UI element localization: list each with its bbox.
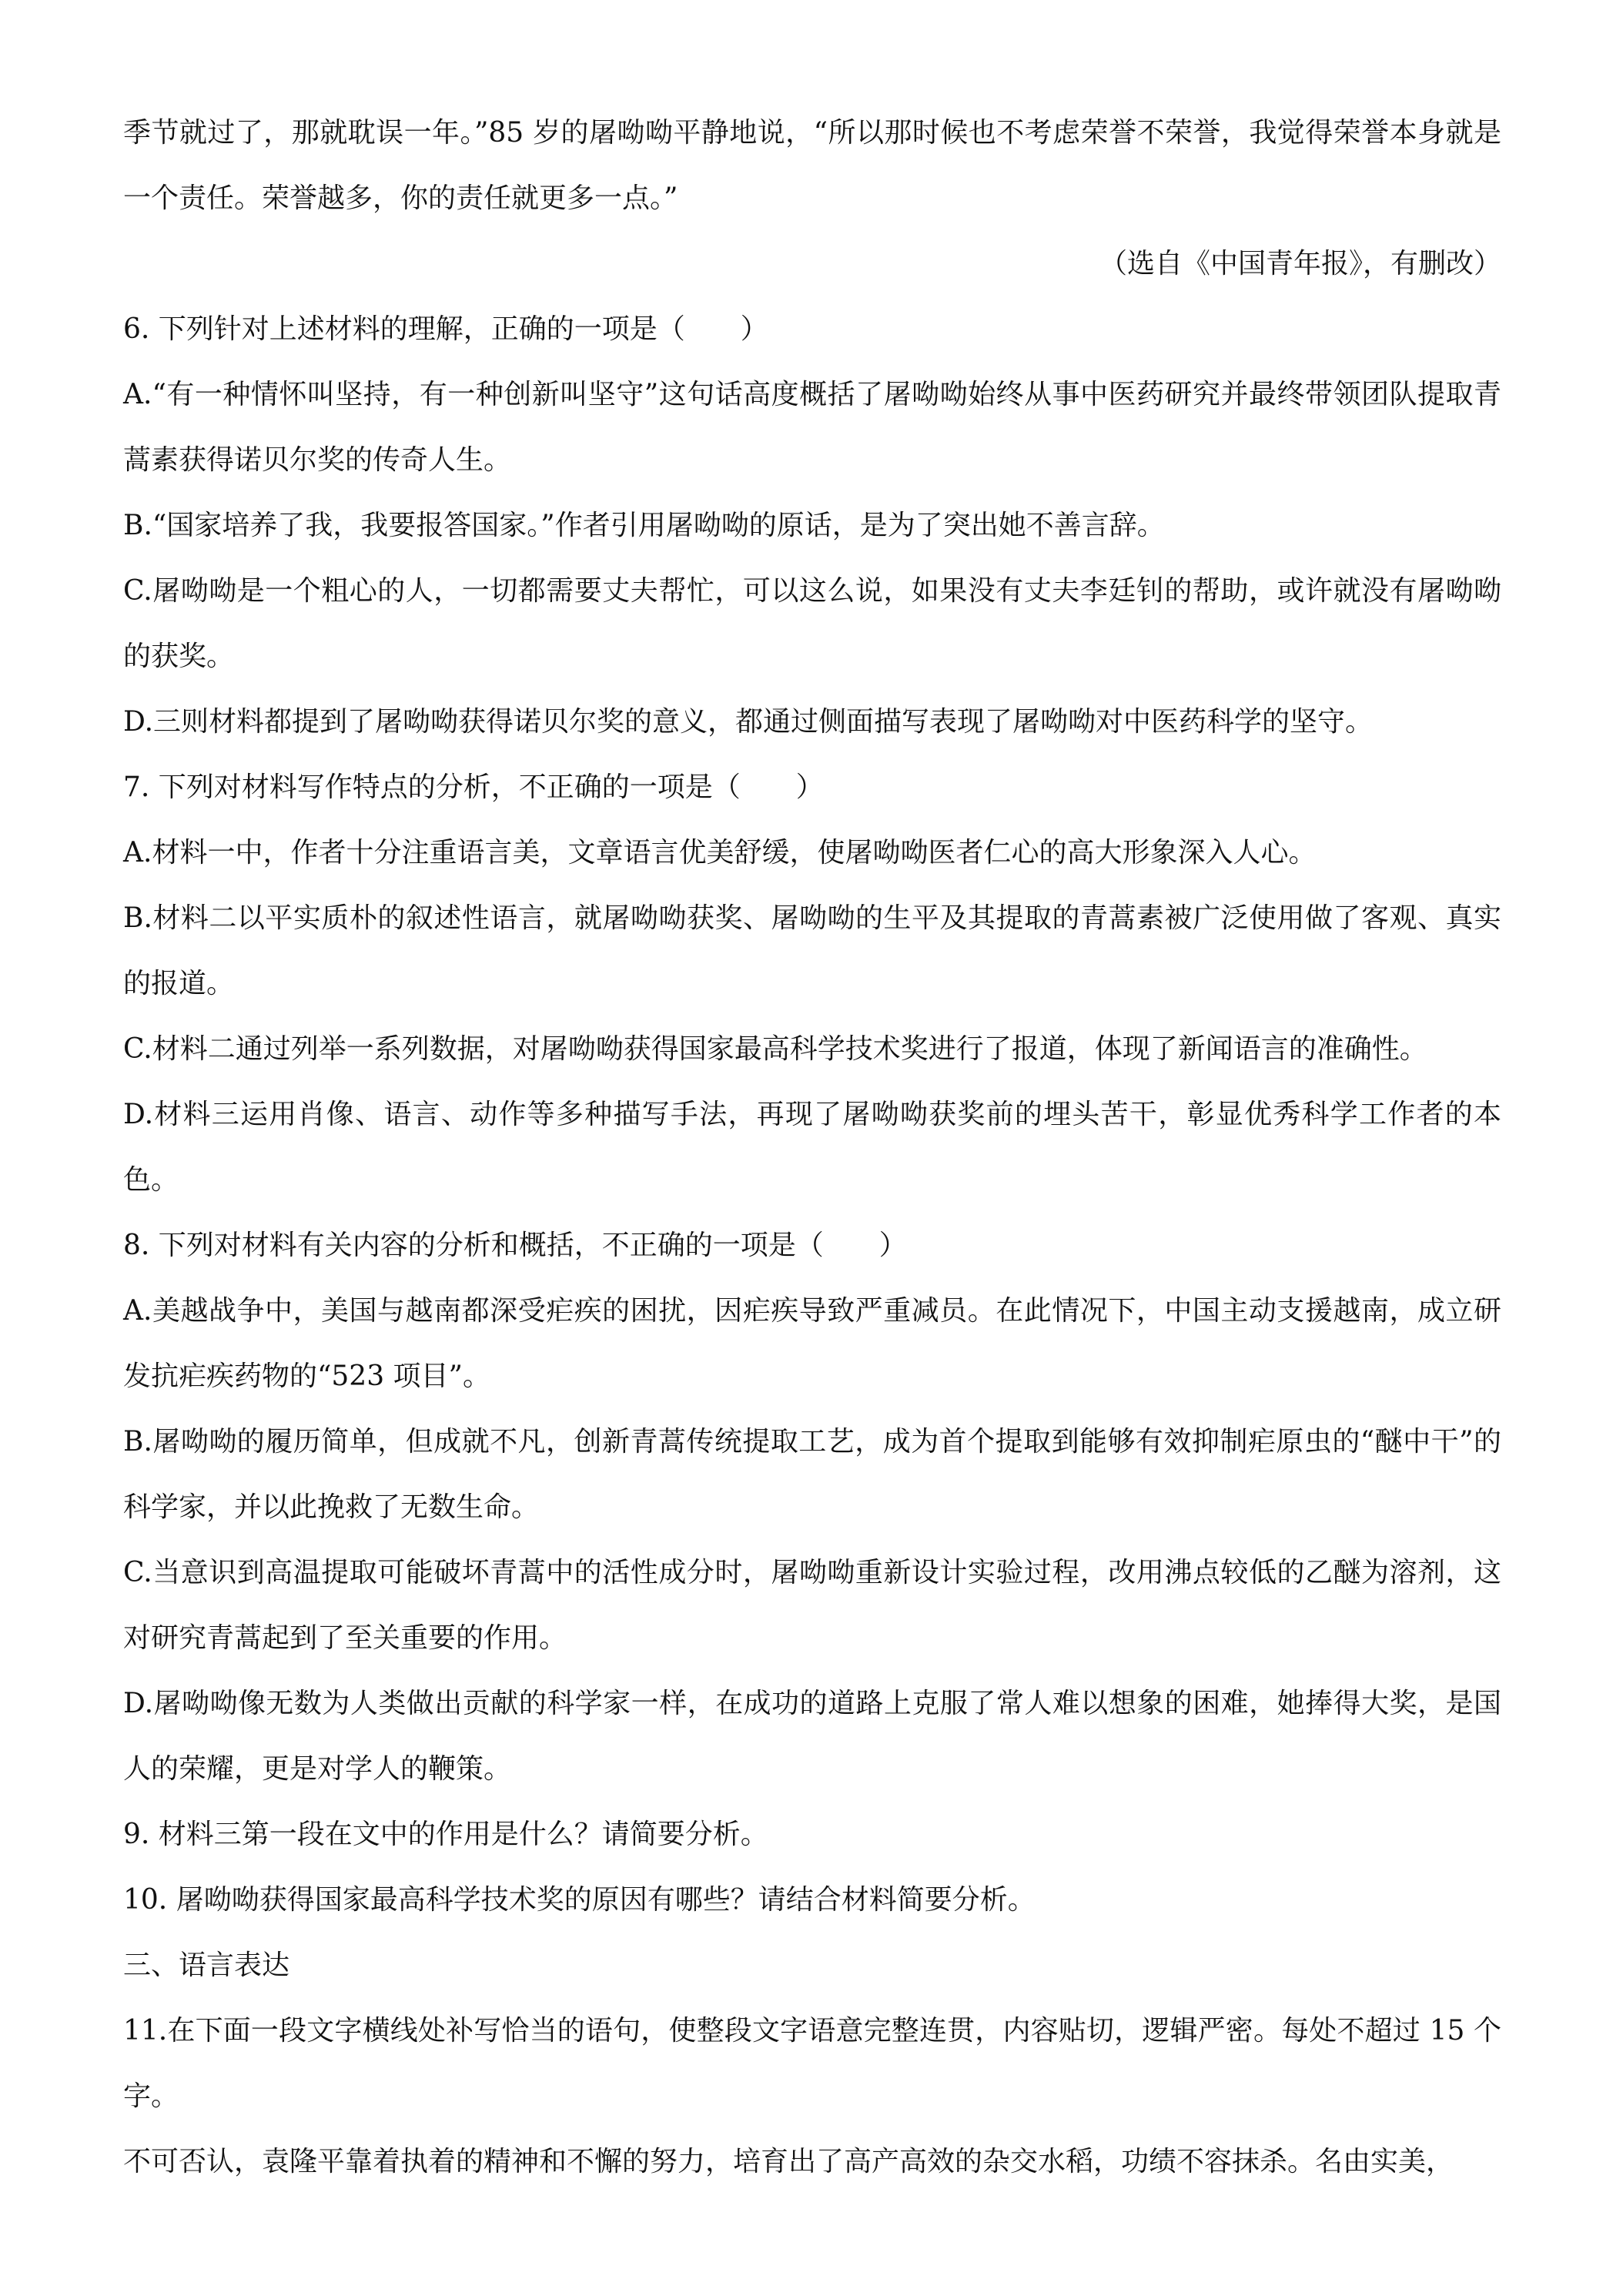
question-11: 11.在下面一段文字横线处补写恰当的语句，使整段文字语意完整连贯，内容贴切，逻辑严密。每处不超过 15 个字。 [123,2015,1501,2112]
intro-paragraph: 季节就过了，那就耽误一年。”85 岁的屠呦呦平静地说，“所以那时候也不考虑荣誉不荣誉，我觉得荣誉本身就是一个责任。荣誉越多，你的责任就更多一点。” [123,117,1501,214]
question-11-passage: 不可否认，袁隆平靠着执着的精神和不懈的努力，培育出了高产高效的杂交水稻，功绩不容抹杀。名由实美， [123,2146,1454,2177]
question-7-option-a: A.材料一中，作者十分注重语言美，文章语言优美舒缓，使屠呦呦医者仁心的高大形象深入人心。 [123,837,1317,869]
source-note: （选自《中国青年报》，有删改） [1099,248,1501,279]
question-8-option-b: B.屠呦呦的履历简单，但成就不凡，创新青蒿传统提取工艺，成为首个提取到能够有效抑制疟原虫的“醚中干”的科学家，并以此挽救了无数生命。 [123,1426,1501,1523]
question-7-option-d: D.材料三运用肖像、语言、动作等多种描写手法，再现了屠呦呦获奖前的埋头苦干，彰显优秀科学工作者的本色。 [123,1099,1501,1196]
section-heading-language: 三、语言表达 [123,1950,290,1981]
question-6-option-b: B.“国家培养了我，我要报答国家。”作者引用屠呦呦的原话，是为了突出她不善言辞。 [123,510,1165,541]
question-8-stem: 8. 下列对材料有关内容的分析和概括，不正确的一项是（ ） [123,1230,907,1261]
question-9: 9. 材料三第一段在文中的作用是什么？请简要分析。 [123,1819,768,1850]
question-6-option-a: A.“有一种情怀叫坚持，有一种创新叫坚守”这句话高度概括了屠呦呦始终从事中医药研究并最终带领团队提取青蒿素获得诺贝尔奖的传奇人生。 [123,379,1501,476]
document-page [123,100,1501,2194]
question-7-option-b: B.材料二以平实质朴的叙述性语言，就屠呦呦获奖、屠呦呦的生平及其提取的青蒿素被广泛使用做了客观、真实的报道。 [123,902,1501,999]
question-7-stem: 7. 下列对材料写作特点的分析，不正确的一项是（ ） [123,771,824,803]
question-6-option-c: C.屠呦呦是一个粗心的人，一切都需要丈夫帮忙，可以这么说，如果没有丈夫李廷钊的帮助，或许就没有屠呦呦的获奖。 [123,575,1501,672]
question-6-stem: 6. 下列针对上述材料的理解，正确的一项是（ ） [123,313,768,345]
question-6-option-d: D.三则材料都提到了屠呦呦获得诺贝尔奖的意义，都通过侧面描写表现了屠呦呦对中医药科学的坚守。 [123,706,1374,738]
question-8-option-d: D.屠呦呦像无数为人类做出贡献的科学家一样，在成功的道路上克服了常人难以想象的困难，她捧得大奖，是国人的荣耀，更是对学人的鞭策。 [123,1688,1501,1785]
question-7-option-c: C.材料二通过列举一系列数据，对屠呦呦获得国家最高科学技术奖进行了报道，体现了新闻语言的准确性。 [123,1033,1427,1065]
question-10: 10. 屠呦呦获得国家最高科学技术奖的原因有哪些？请结合材料简要分析。 [123,1884,1036,1916]
question-8-option-c: C.当意识到高温提取可能破坏青蒿中的活性成分时，屠呦呦重新设计实验过程，改用沸点较低的乙醚为溶剂，这对研究青蒿起到了至关重要的作用。 [123,1557,1501,1654]
question-8-option-a: A.美越战争中，美国与越南都深受疟疾的困扰，因疟疾导致严重减员。在此情况下，中国主动支援越南，成立研发抗疟疾药物的“523 项目”。 [123,1295,1501,1392]
